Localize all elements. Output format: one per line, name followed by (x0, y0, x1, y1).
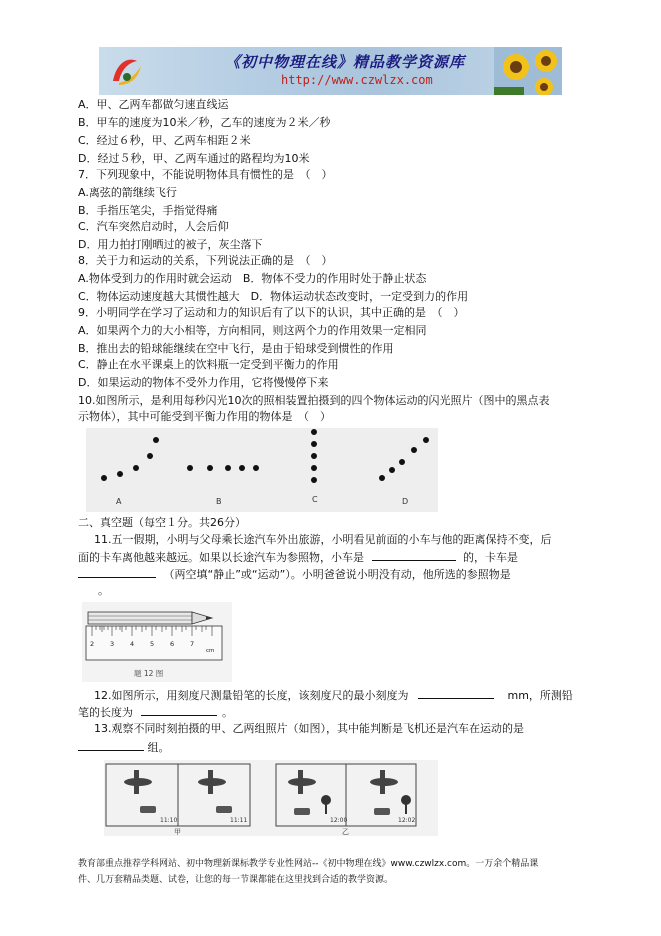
footer-line-1: 教育部重点推荐学科网站、初中物理新课标教学专业性网站--《初中物理在线》www.czwlzx.com。一万余个精品课 (78, 859, 539, 869)
q7-option-b: B．手指压笔尖，手指觉得痛 (78, 204, 218, 217)
q12-text-1a: 12.如图所示，用刻度尺测量铅笔的长度，该刻度尺的最小刻度为 (94, 689, 409, 702)
q9-option-a: A．如果两个力的大小相等，方向相同，则这两个力的作用效果一定相同 (78, 324, 427, 337)
ruler-tick-2: 2 (90, 640, 95, 648)
site-logo-icon (107, 51, 147, 91)
flash-dot (225, 465, 231, 471)
q7-option-d: D．用力拍打刚晒过的被子，灰尘落下 (78, 238, 263, 251)
q12-text-1b: mm，所测铅 (507, 689, 573, 702)
group-label-jia: 甲 (174, 828, 181, 836)
q12-line-2 (78, 705, 233, 720)
q12-text-2a: 笔的长度为 (78, 706, 133, 719)
photo-time-3: 12:00 (330, 817, 348, 824)
q7-option-c: C．汽车突然启动时，人会后仰 (78, 220, 229, 233)
banner-title: 《初中物理在线》精品教学资源库 (225, 53, 466, 71)
header-banner (99, 47, 562, 95)
q10-flash-photo-figure (86, 428, 438, 512)
q13-blank[interactable] (78, 740, 144, 751)
ruler-tick-3: 3 (110, 640, 115, 648)
q9-stem: 9．小明同学在学习了运动和力的知识后有了以下的认识，其中正确的是 （ ） (78, 306, 465, 319)
figure-label-b: B (216, 497, 222, 506)
flash-dot (311, 429, 317, 435)
q13-photos-figure (104, 760, 438, 836)
q11-line-2 (78, 550, 518, 565)
ruler-unit: cm (206, 648, 215, 654)
flash-dot (101, 475, 107, 481)
q7-stem: 7．下列现象中，不能说明物体具有惯性的是 （ ） (78, 168, 333, 181)
ruler-icon (86, 626, 222, 660)
ruler-tick-5: 5 (150, 640, 155, 648)
q11-text-3a: （两空填“静止”或“运动”）。小明爸爸说小明没有动，他所选的参照物是 (163, 568, 511, 581)
q12-ruler-figure (82, 602, 232, 682)
q8-options-cd: C．物体运动速度越大其惯性越大 D．物体运动状态改变时，一定受到力的作用 (78, 290, 469, 303)
flash-dot (147, 453, 153, 459)
q9-option-b: B．推出去的铅球能继续在空中飞行，是由于铅球受到惯性的作用 (78, 342, 394, 355)
q6-option-c: C．经过６秒，甲、乙两车相距２米 (78, 134, 251, 147)
ruler-tick-4: 4 (130, 640, 135, 648)
q12-blank-2[interactable] (141, 705, 217, 716)
q11-text-2a: 面的卡车离他越来越远。如果以长途汽车为参照物，小车是 (78, 551, 364, 564)
photo-time-2: 11:11 (230, 817, 248, 824)
flash-dot (311, 477, 317, 483)
flash-dot (133, 465, 139, 471)
flash-dot (311, 453, 317, 459)
flash-dot (411, 447, 417, 453)
flash-dot (187, 465, 193, 471)
q7-option-a: A.离弦的箭继续飞行 (78, 186, 177, 199)
figure-label-a: A (116, 497, 122, 506)
q12-figure-caption: 题 12 图 (134, 669, 164, 678)
q6-option-a: A．甲、乙两车都做匀速直线运 (78, 98, 229, 111)
figure-label-c: C (312, 495, 318, 504)
q9-option-c: C．静止在水平课桌上的饮料瓶一定受到平衡力的作用 (78, 358, 339, 371)
flash-dot (423, 437, 429, 443)
flash-dot (253, 465, 259, 471)
ruler-tick-7: 7 (190, 640, 195, 648)
q11-blank-2[interactable] (78, 567, 156, 578)
q6-option-b: B．甲车的速度为10米／秒，乙车的速度为２米／秒 (78, 116, 331, 129)
q11-line-4: 。 (98, 584, 109, 597)
group-label-yi: 乙 (342, 828, 349, 836)
section-2-heading: 二、真空题（每空１分。共26分） (78, 516, 246, 529)
q9-option-d: D．如果运动的物体不受外力作用，它将慢慢停下来 (78, 376, 329, 389)
q8-options-ab: A.物体受到力的作用时就会运动 B．物体不受力的作用时处于静止状态 (78, 272, 427, 285)
photo-time-1: 11:10 (160, 817, 178, 824)
flash-dot (207, 465, 213, 471)
flash-dot (389, 467, 395, 473)
q12-text-2b: 。 (222, 706, 233, 719)
sunflower-image (494, 47, 562, 95)
figure-label-d: D (402, 497, 409, 506)
flash-dot (153, 437, 159, 443)
q11-line-1: 11.五一假期，小明与父母乘长途汽车外出旅游，小明看见前面的小车与他的距离保持不变，后 (94, 533, 552, 546)
footer-line-2: 件、几万套精品类题、试卷，让您的每一节课都能在这里找到合适的教学资源。 (78, 875, 394, 885)
q10-stem-2: 示物体），其中可能受到平衡力作用的物体是 （ ） (78, 410, 331, 423)
q12-line-1 (94, 688, 573, 703)
flash-dot (311, 465, 317, 471)
q8-stem: 8．关于力和运动的关系，下列说法正确的是 （ ） (78, 254, 333, 267)
q13-text-2: 组。 (147, 741, 170, 754)
q10-stem-1: 10.如图所示，是利用每秒闪光10次的照相装置拍摄到的四个物体运动的闪光照片（图中的黑点表 (78, 394, 550, 407)
banner-url: http://www.czwlzx.com (281, 73, 433, 87)
flash-dot (311, 441, 317, 447)
flash-dot (399, 459, 405, 465)
flash-dot (239, 465, 245, 471)
q12-blank-1[interactable] (418, 688, 494, 699)
pencil-icon (88, 612, 212, 624)
flash-dot (379, 475, 385, 481)
ruler-tick-6: 6 (170, 640, 175, 648)
q11-blank-1[interactable] (372, 550, 456, 561)
q13-line-1: 13.观察不同时刻拍摄的甲、乙两组照片（如图），其中能判断是飞机还是汽车在运动的是 (94, 722, 524, 735)
photo-time-4: 12:02 (398, 817, 416, 824)
q11-text-2b: 的，卡车是 (463, 551, 518, 564)
q6-option-d: D．经过５秒，甲、乙两车通过的路程均为10米 (78, 152, 310, 165)
q13-line-2 (78, 740, 170, 755)
q11-line-3 (78, 567, 511, 582)
flash-dot (117, 471, 123, 477)
